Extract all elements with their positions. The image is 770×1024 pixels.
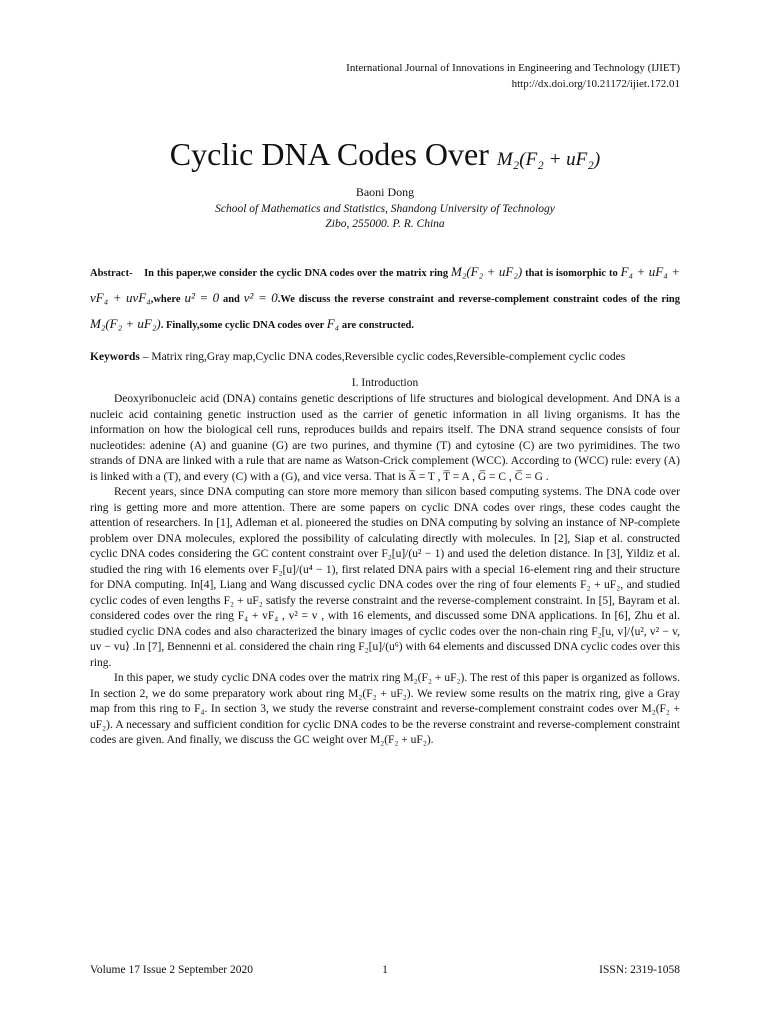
footer-volume: Volume 17 Issue 2 September 2020 [90, 964, 254, 976]
abstract-text-2: that is isomorphic to [525, 268, 618, 279]
abstract [90, 260, 680, 338]
intro-paragraph-1: Deoxyribonucleic acid (DNA) contains genetic descriptions of life structures and biological development. And DNA is a nucleic acid containing genetic instruction used as the carrier of genetic information in all living organisms. It has the information on how the biological cell runs, reproduces builds and repairs itself. The DNA strand sequence consists of four nucleotides: adenine (A) and guanine (G) are two purines, and thymine (T) and cytosine (C) are two pyrimidines. The two strands of DNA are linked with a rule that are name as Watson-Crick complement (WCC). According to (WCC) rule: every (A) is linked with a (T), and every (C) with a (G), and vice versa. That is A̅ = T , T̅ = A , G̅ = C , C̅ = G . [90, 393, 680, 483]
abstract-text-7: are constructed. [341, 320, 414, 331]
abstract-text-6: . Finally,some cyclic DNA codes over [160, 320, 325, 331]
abstract-math-1: M₂(F₂ + uF₂) [451, 264, 523, 279]
affiliation-line-2: Zibo, 255000. P. R. China [325, 218, 445, 230]
abstract-text-3: ,where [150, 294, 181, 305]
introduction-body [90, 392, 680, 749]
intro-paragraph-2: Recent years, since DNA computing can store more memory than silicon based computing systems. The DNA code over ring is getting more and more attention. There are some papers on cyclic DNA codes over rings, these codes caught the attention of researchers. In [1], Adleman et al. pioneered the studies on DNA computing by solving an instance of NP-complete problem over DNA molecules, explored the possibility of calculating directly with molecules. In [2], Siap et al. constructed cyclic DNA codes considering the GC content constraint over F₂[u]/(u² − 1) and used the deletion distance. In [3], Yildiz et al. studied the ring with 16 elements over F₂[u]/(u⁴ − 1), first related DNA pairs with a special 16-element ring and their structure for DNA computing. In[4], Liang and Wang discussed cyclic DNA codes over the ring of four elements F₂ + uF₂, and studied cyclic codes of even lengths F₂ + uF₂ satisfy the reverse constraint and the reverse-complement constraint. In [5], Bayram et al. considered codes over the ring F₄ + vF₄ , v² = v , with 16 elements, and discussed some DNA applications. In [6], Zhu et al. studied cyclic DNA codes and also characterized the binary images of cyclic codes over the non-chain ring F₂[u, v]/⟨u², v² − v, uv − vu⟩ .In [7], Bennenni et al. considered the chain ring F₂[u]/(u⁶) with 64 elements and discussed DNA cyclic codes over this ring. [90, 486, 680, 669]
abstract-label: Abstract- [90, 268, 133, 279]
author-affiliation [0, 202, 770, 232]
paper-title-text: Cyclic DNA Codes Over [169, 136, 489, 172]
keywords-label: Keywords [90, 351, 140, 363]
abstract-text-5: .We discuss the reverse constraint and reverse-complement constraint codes of the ring [277, 294, 681, 305]
abstract-text-4: and [222, 294, 240, 305]
doi-link[interactable]: http://dx.doi.org/10.21172/ijiet.172.01 [511, 78, 680, 90]
abstract-text-1: In this paper,we consider the cyclic DNA codes over the matrix ring [144, 268, 449, 279]
abstract-math-6: F₄ [326, 316, 340, 331]
footer-issn: ISSN: 2319-1058 [599, 964, 680, 976]
section-heading-introduction: I. Introduction [351, 377, 419, 389]
affiliation-line-1: School of Mathematics and Statistics, Shandong University of Technology [215, 203, 555, 215]
abstract-math-2: F₄ + uF₄ + vF₄ + uvF₄ [90, 264, 681, 305]
intro-paragraph-3: In this paper, we study cyclic DNA codes over the matrix ring M₂(F₂ + uF₂). The rest of this paper is organized as follows. In section 2, we do some preparatory work about ring M₂(F₂ + uF₂). We review some results on the matrix ring, give a Gray map from this ring to F₄. In section 3, we study the reverse constraint and reverse-complement constraint codes over M₂(F₂ + uF₂). A necessary and sufficient condition for cyclic DNA codes to be the reverse constraint and reverse-complement constraint codes are given. And finally, we discuss the GC weight over M₂(F₂ + uF₂). [90, 672, 680, 746]
abstract-math-3: u² = 0 [184, 290, 220, 305]
abstract-math-4: v² = 0 [243, 290, 278, 305]
journal-name: International Journal of Innovations in Engineering and Technology (IJIET) [346, 62, 680, 74]
journal-header [346, 60, 680, 92]
keywords [90, 349, 680, 365]
paper-title-math: M₂(F₂ + uF₂) [496, 149, 601, 170]
footer-page-number: 1 [382, 964, 388, 976]
abstract-math-5: M₂(F₂ + uF₂) [90, 316, 161, 331]
keywords-text: – Matrix ring,Gray map,Cyclic DNA codes,Reversible cyclic codes,Reversible-complement cyclic codes [139, 351, 626, 363]
author-name: Baoni Dong [355, 185, 415, 199]
paper-title [0, 134, 770, 180]
